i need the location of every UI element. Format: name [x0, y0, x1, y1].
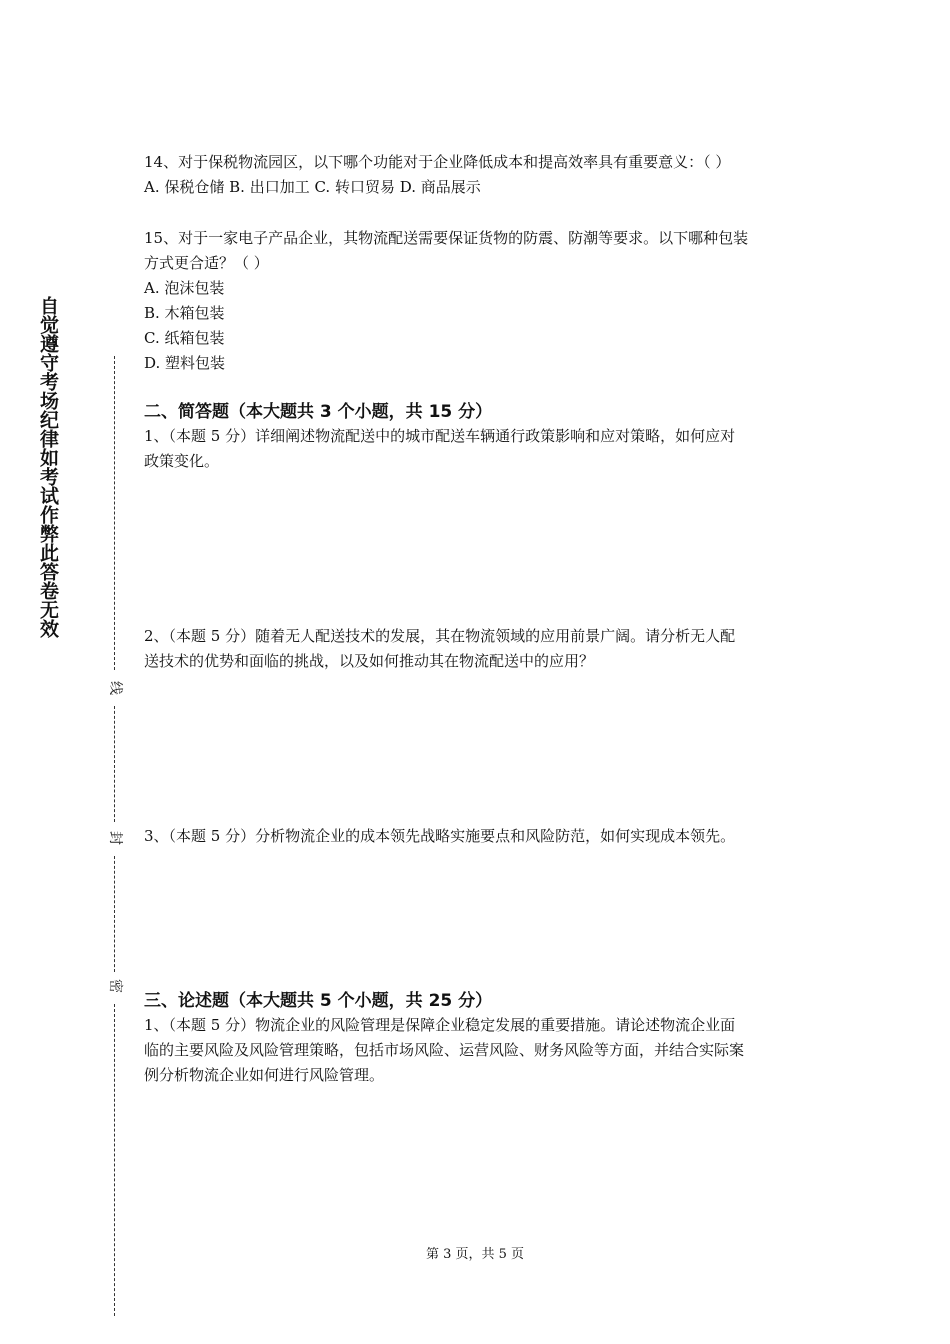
- question-14-text: 14、对于保税物流园区，以下哪个功能对于企业降低成本和提高效率具有重要意义：（ ）: [144, 153, 731, 171]
- question-14-options: A. 保税仓储 B. 出口加工 C. 转口贸易 D. 商品展示: [144, 178, 481, 196]
- answer-space: [144, 849, 812, 989]
- seal-line-segment: [114, 356, 115, 670]
- answer-space: [144, 474, 812, 624]
- seal-char-mi: 密: [107, 979, 123, 993]
- short-answer-1-line1: 1、（本题 5 分）详细阐述物流配送中的城市配送车辆通行政策影响和应对策略，如何应对: [144, 427, 736, 445]
- page-number: 第 3 页，共 5 页: [425, 1247, 525, 1262]
- question-15-option-b: B. 木箱包装: [144, 304, 225, 322]
- section-2-title: 二、简答题（本大题共 3 个小题，共 15 分）: [144, 402, 493, 422]
- short-answer-3: 3、（本题 5 分）分析物流企业的成本领先战略实施要点和风险防范，如何实现成本领先。: [144, 827, 736, 845]
- seal-line-segment: [114, 856, 115, 972]
- essay-1-line1: 1、（本题 5 分）物流企业的风险管理是保障企业稳定发展的重要措施。请论述物流企业面: [144, 1016, 736, 1034]
- seal-line-segment: [114, 706, 115, 822]
- answer-space: [144, 674, 812, 824]
- exam-content: [144, 150, 812, 1088]
- seal-char-xian: 线: [107, 681, 123, 695]
- section-3-title: 三、论述题（本大题共 5 个小题，共 25 分）: [144, 991, 493, 1011]
- short-answer-1-line2: 政策变化。: [144, 452, 220, 470]
- question-15-option-c: C. 纸箱包装: [144, 329, 225, 347]
- question-15-option-d: D. 塑料包装: [144, 354, 226, 372]
- seal-char-feng: 封: [107, 831, 123, 845]
- essay-1-line3: 例分析物流企业如何进行风险管理。: [144, 1066, 385, 1084]
- question-15-text-line2: 方式更合适？（ ）: [144, 254, 269, 272]
- question-15-text-line1: 15、对于一家电子产品企业，其物流配送需要保证货物的防震、防潮等要求。以下哪种包装: [144, 229, 749, 247]
- seal-line-segment: [114, 1004, 115, 1316]
- exam-discipline-notice: 自觉遵守考场纪律如考试作弊此答卷无效: [37, 296, 59, 638]
- essay-1-line2: 临的主要风险及风险管理策略，包括市场风险、运营风险、财务风险等方面，并结合实际案: [144, 1041, 745, 1059]
- short-answer-2-line2: 送技术的优势和面临的挑战，以及如何推动其在物流配送中的应用？: [144, 652, 595, 670]
- short-answer-2-line1: 2、（本题 5 分）随着无人配送技术的发展，其在物流领域的应用前景广阔。请分析无人配: [144, 627, 736, 645]
- question-15-option-a: A. 泡沫包装: [144, 279, 225, 297]
